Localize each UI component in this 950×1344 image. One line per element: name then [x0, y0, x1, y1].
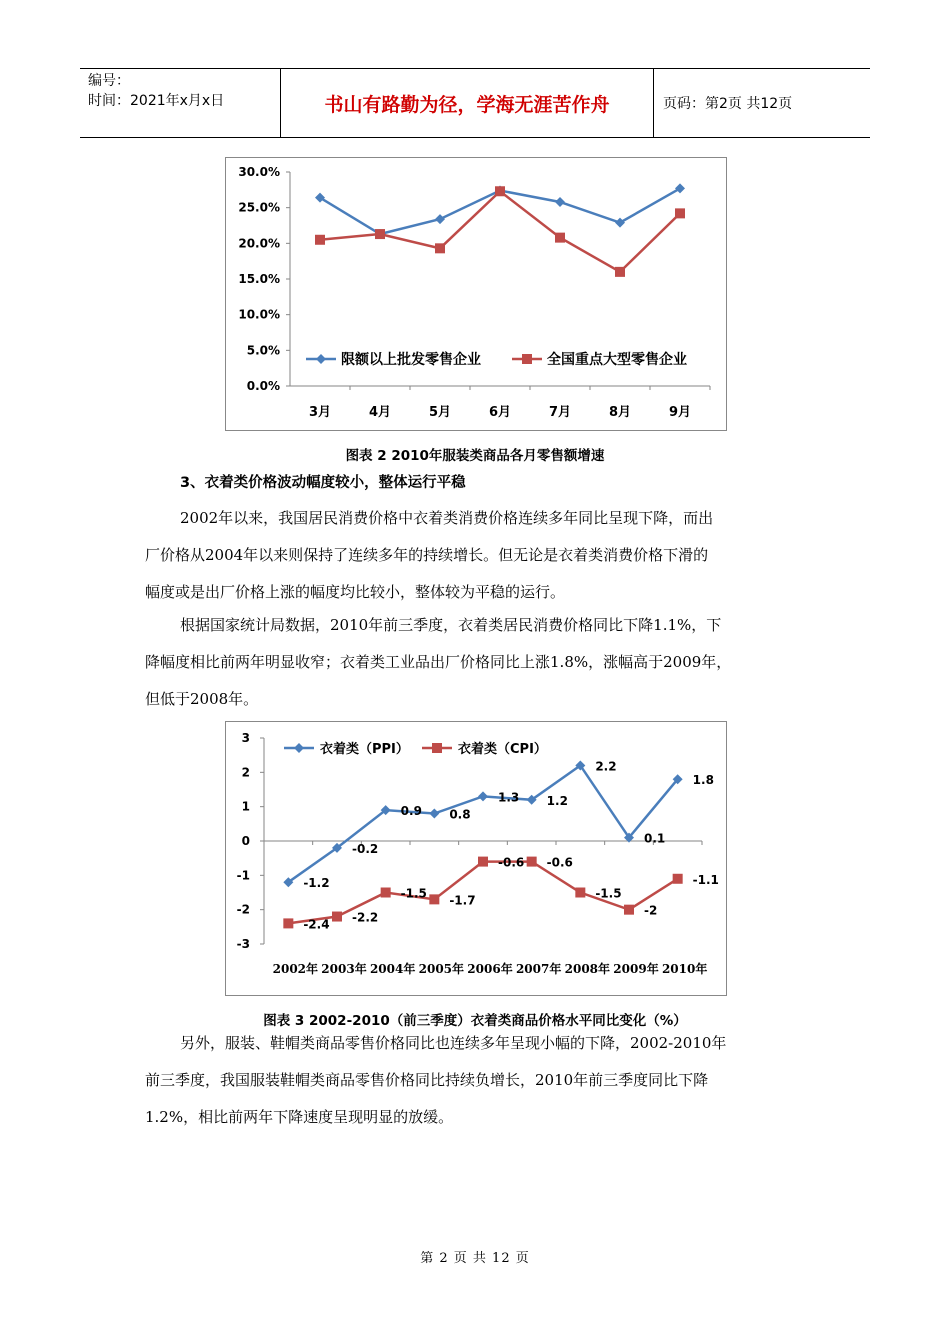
data-point	[575, 888, 585, 898]
paragraph-2-line: 降幅度相比前两年明显收窄；衣着类工业品出厂价格同比上涨1.8%，涨幅高于2009年，	[145, 653, 732, 671]
data-point	[527, 857, 537, 867]
y-tick-label: -1	[236, 868, 250, 883]
y-tick-label: 0	[241, 834, 250, 848]
legend-label: 衣着类（PPI）	[320, 742, 409, 757]
data-label: 0.1	[644, 831, 666, 846]
y-tick-label: -3	[236, 937, 250, 951]
chart-apparel-price-change	[225, 721, 727, 996]
y-tick-label: 1	[241, 799, 250, 814]
paragraph-1	[145, 500, 810, 611]
y-tick-label: 10.0%	[238, 307, 280, 322]
section-3-heading: 3、衣着类价格波动幅度较小，整体运行平稳	[180, 475, 466, 491]
data-point	[435, 214, 445, 224]
x-tick-label: 3月	[308, 405, 332, 420]
data-point	[478, 791, 488, 801]
y-tick-label: 30.0%	[238, 165, 280, 179]
x-tick-label: 2005年	[418, 962, 465, 976]
x-tick-label: 9月	[668, 405, 692, 420]
data-label: -2.2	[352, 910, 379, 925]
data-point	[675, 208, 685, 218]
y-tick-label: 5.0%	[246, 343, 280, 358]
data-label: -2.4	[303, 917, 330, 932]
data-label: 1.3	[498, 790, 520, 805]
data-point	[555, 197, 565, 207]
data-point	[381, 888, 391, 898]
doc-number-label: 编号：	[88, 73, 130, 89]
data-label: -1.1	[692, 872, 719, 887]
data-label: 0.9	[400, 804, 422, 819]
data-label: -0.6	[546, 855, 573, 870]
legend-marker	[316, 354, 326, 364]
chart-monthly-retail-growth-svg	[226, 158, 726, 430]
x-tick-label: 2010年	[661, 962, 708, 976]
data-label: -0.6	[498, 855, 525, 870]
x-tick-label: 2004年	[369, 962, 416, 976]
legend-label: 全国重点大型零售企业	[547, 352, 687, 368]
paragraph-2-line: 但低于2008年。	[145, 690, 259, 708]
x-tick-label: 6月	[488, 405, 512, 420]
y-tick-label: 3	[241, 731, 250, 745]
data-point	[375, 229, 385, 239]
y-tick-label: 25.0%	[238, 200, 280, 215]
chart3-caption: 图表 3 2002-2010（前三季度）衣着类商品价格水平同比变化（%）	[263, 1013, 687, 1029]
data-label: -1.5	[595, 886, 622, 901]
data-label: -0.2	[352, 841, 379, 856]
x-tick-label: 2009年	[613, 962, 659, 976]
y-tick-label: 15.0%	[238, 272, 280, 286]
data-point	[624, 905, 634, 915]
data-label: -1.5	[400, 886, 427, 901]
data-point	[615, 218, 625, 228]
paragraph-3-line: 1.2%，相比前两年下降速度呈现明显的放缓。	[145, 1108, 454, 1126]
chart2-caption: 图表 2 2010年服装类商品各月零售额增速	[345, 448, 605, 464]
x-tick-label: 2003年	[321, 962, 367, 976]
x-tick-label: 2002年	[272, 962, 319, 976]
header-motto: 书山有路勤为径，学海无涯苦作舟	[280, 69, 654, 137]
data-point	[495, 186, 505, 196]
data-label: 1.2	[546, 793, 568, 808]
data-point	[615, 267, 625, 277]
legend-marker	[522, 354, 532, 364]
y-tick-label: 20.0%	[238, 236, 280, 251]
x-tick-label: 7月	[548, 405, 572, 420]
paragraph-2-line: 根据国家统计局数据，2010年前三季度，衣着类居民消费价格同比下降1.1%，下	[180, 616, 722, 634]
data-label: -1.7	[449, 893, 476, 908]
data-point	[435, 243, 445, 253]
legend-label: 限额以上批发零售企业	[341, 352, 481, 368]
data-point	[332, 912, 342, 922]
header-meta	[80, 69, 280, 137]
data-point	[283, 918, 293, 928]
chart-monthly-retail-growth	[225, 157, 727, 431]
data-point	[675, 183, 685, 193]
data-point	[315, 235, 325, 245]
paragraph-3-line: 前三季度，我国服装鞋帽类商品零售价格同比持续负增长，2010年前三季度同比下降	[145, 1071, 709, 1089]
header-page-info: 页码：第2页 共12页	[663, 96, 793, 112]
x-tick-label: 2008年	[564, 962, 611, 976]
page-header	[80, 68, 870, 138]
paragraph-1-line: 幅度或是出厂价格上涨的幅度均比较小，整体较为平稳的运行。	[145, 583, 566, 601]
paragraph-3	[145, 1025, 810, 1136]
legend-marker	[432, 743, 442, 753]
paragraph-1-line: 2002年以来，我国居民消费价格中衣着类消费价格连续多年同比呈现下降，而出	[180, 509, 714, 527]
doc-time-label: 时间：2021年x月x日	[88, 93, 225, 109]
data-point	[429, 894, 439, 904]
data-label: 0.8	[449, 807, 471, 822]
page-footer: 第 2 页 共 12 页	[420, 1251, 530, 1266]
data-point	[429, 809, 439, 819]
y-tick-label: -2	[236, 902, 250, 917]
paragraph-1-line: 厂价格从2004年以来则保持了连续多年的持续增长。但无论是衣着类消费价格下滑的	[145, 546, 709, 564]
data-label: 1.8	[692, 773, 714, 788]
legend-marker	[294, 743, 304, 753]
legend-label: 衣着类（CPI）	[458, 742, 547, 757]
data-label: -2	[644, 903, 658, 918]
paragraph-2	[145, 607, 810, 718]
x-tick-label: 5月	[428, 405, 452, 420]
x-tick-label: 2006年	[467, 962, 513, 976]
x-tick-label: 8月	[608, 405, 632, 420]
x-tick-label: 4月	[368, 405, 392, 420]
data-point	[478, 857, 488, 867]
data-point	[673, 874, 683, 884]
paragraph-3-line: 另外，服装、鞋帽类商品零售价格同比也连续多年呈现小幅的下降，2002-2010年	[180, 1034, 727, 1052]
data-point	[555, 233, 565, 243]
chart-apparel-price-change-svg	[226, 722, 726, 995]
x-tick-label: 2007年	[515, 962, 562, 976]
y-tick-label: 2	[241, 765, 250, 780]
data-label: 2.2	[595, 759, 617, 774]
y-tick-label: 0.0%	[246, 379, 280, 393]
data-label: -1.2	[303, 876, 330, 891]
